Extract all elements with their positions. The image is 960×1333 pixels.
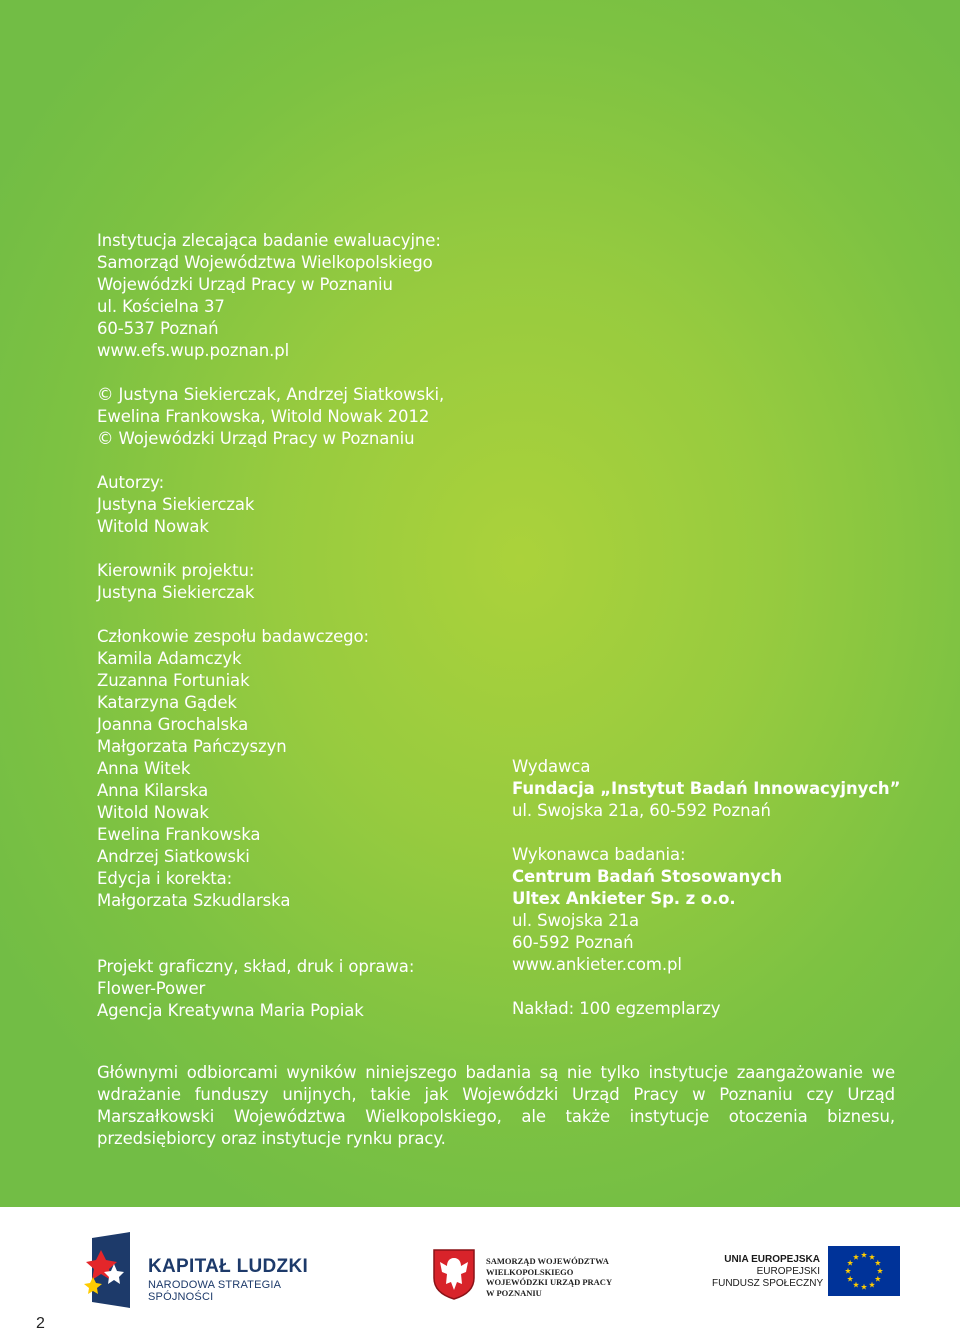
- team-member: Małgorzata Pańczyszyn: [97, 737, 287, 756]
- copyright-line: © Wojewódzki Urząd Pracy w Poznaniu: [97, 429, 415, 448]
- kapital-ludzki-logo: [84, 1232, 324, 1310]
- credits-right-column: [512, 756, 900, 1020]
- samorzad-line: WOJEWÓDZKI URZĄD PRACY: [486, 1277, 613, 1287]
- design-company: Agencja Kreatywna Maria Popiak: [97, 1001, 364, 1020]
- samorzad-line: W POZNANIU: [486, 1287, 542, 1298]
- kapital-ludzki-title: KAPITAŁ LUDZKI: [148, 1256, 309, 1277]
- samorzad-logo: [432, 1248, 612, 1304]
- design-company: Flower-Power: [97, 979, 206, 998]
- institution-line: ul. Kościelna 37: [97, 297, 225, 316]
- contractor-label: Wykonawca badania:: [512, 845, 686, 864]
- eagle-crest-icon: [432, 1248, 476, 1300]
- credits-left-column: [97, 230, 444, 1022]
- team-member: Ewelina Frankowska: [97, 825, 261, 844]
- team-member: Andrzej Siatkowski: [97, 847, 250, 866]
- author-name: Witold Nowak: [97, 517, 209, 536]
- kapital-ludzki-subtitle: NARODOWA STRATEGIA SPÓJNOŚCI: [148, 1279, 281, 1303]
- contractor-address: 60-592 Poznań: [512, 933, 634, 952]
- eu-line: EUROPEJSKI: [756, 1266, 820, 1277]
- publisher-label: Wydawca: [512, 757, 591, 776]
- editing-name: Małgorzata Szkudlarska: [97, 891, 291, 910]
- manager-label: Kierownik projektu:: [97, 561, 255, 580]
- institution-line: Samorząd Województwa Wielkopolskiego: [97, 253, 433, 272]
- authors-label: Autorzy:: [97, 473, 165, 492]
- copyright-line: © Justyna Siekierczak, Andrzej Siatkowski,: [97, 385, 445, 404]
- audience-note: Głównymi odbiorcami wyników niniejszego badania są nie tylko instytucje zaangażowanie we wdrażanie funduszy unijnych, takie jak Wojewódzki Urząd Pracy w Poznaniu czy Urząd Marszałkowski Województwa Wielkopolskiego, ale także instytucje otoczenia biznesu, przedsiębiorcy oraz instytucje rynku pracy.: [97, 1063, 895, 1148]
- publisher-name: Fundacja „Instytut Badań Innowacyjnych”: [512, 779, 901, 798]
- samorzad-line: SAMORZĄD WOJEWÓDZTWA: [486, 1256, 609, 1266]
- circulation-text: Nakład: 100 egzemplarzy: [512, 999, 721, 1018]
- page-number: 2: [36, 1315, 45, 1332]
- eu-line: UNIA EUROPEJSKA: [724, 1254, 820, 1265]
- team-member: Anna Kilarska: [97, 781, 209, 800]
- kapital-ludzki-mark-icon: [84, 1232, 132, 1308]
- samorzad-text: [486, 1256, 612, 1298]
- team-member: Joanna Grochalska: [97, 715, 249, 734]
- team-label: Członkowie zespołu badawczego:: [97, 627, 370, 646]
- institution-line: 60-537 Poznań: [97, 319, 219, 338]
- team-member: Kamila Adamczyk: [97, 649, 242, 668]
- institution-website: www.efs.wup.poznan.pl: [97, 341, 290, 360]
- institution-line: Wojewódzki Urząd Pracy w Poznaniu: [97, 275, 393, 294]
- eu-flag-icon: [828, 1246, 900, 1296]
- eu-logo: [712, 1246, 902, 1298]
- editing-label: Edycja i korekta:: [97, 869, 233, 888]
- samorzad-line: WIELKOPOLSKIEGO: [486, 1266, 574, 1277]
- design-label: Projekt graficzny, skład, druk i oprawa:: [97, 957, 415, 976]
- copyright-line: Ewelina Frankowska, Witold Nowak 2012: [97, 407, 430, 426]
- contractor-website: www.ankieter.com.pl: [512, 955, 682, 974]
- team-member: Zuzanna Fortuniak: [97, 671, 250, 690]
- team-member: Anna Witek: [97, 759, 191, 778]
- contractor-address: ul. Swojska 21a: [512, 911, 640, 930]
- author-name: Justyna Siekierczak: [97, 495, 255, 514]
- publisher-address: ul. Swojska 21a, 60-592 Poznań: [512, 801, 771, 820]
- team-member: Katarzyna Gądek: [97, 693, 237, 712]
- team-member: Witold Nowak: [97, 803, 209, 822]
- eu-text: [712, 1254, 824, 1290]
- contractor-name: Ultex Ankieter Sp. z o.o.: [512, 889, 736, 908]
- eu-line: FUNDUSZ SPOŁECZNY: [712, 1278, 824, 1289]
- manager-name: Justyna Siekierczak: [97, 583, 255, 602]
- institution-label: Instytucja zlecająca badanie ewaluacyjne:: [97, 231, 441, 250]
- contractor-name: Centrum Badań Stosowanych: [512, 867, 783, 886]
